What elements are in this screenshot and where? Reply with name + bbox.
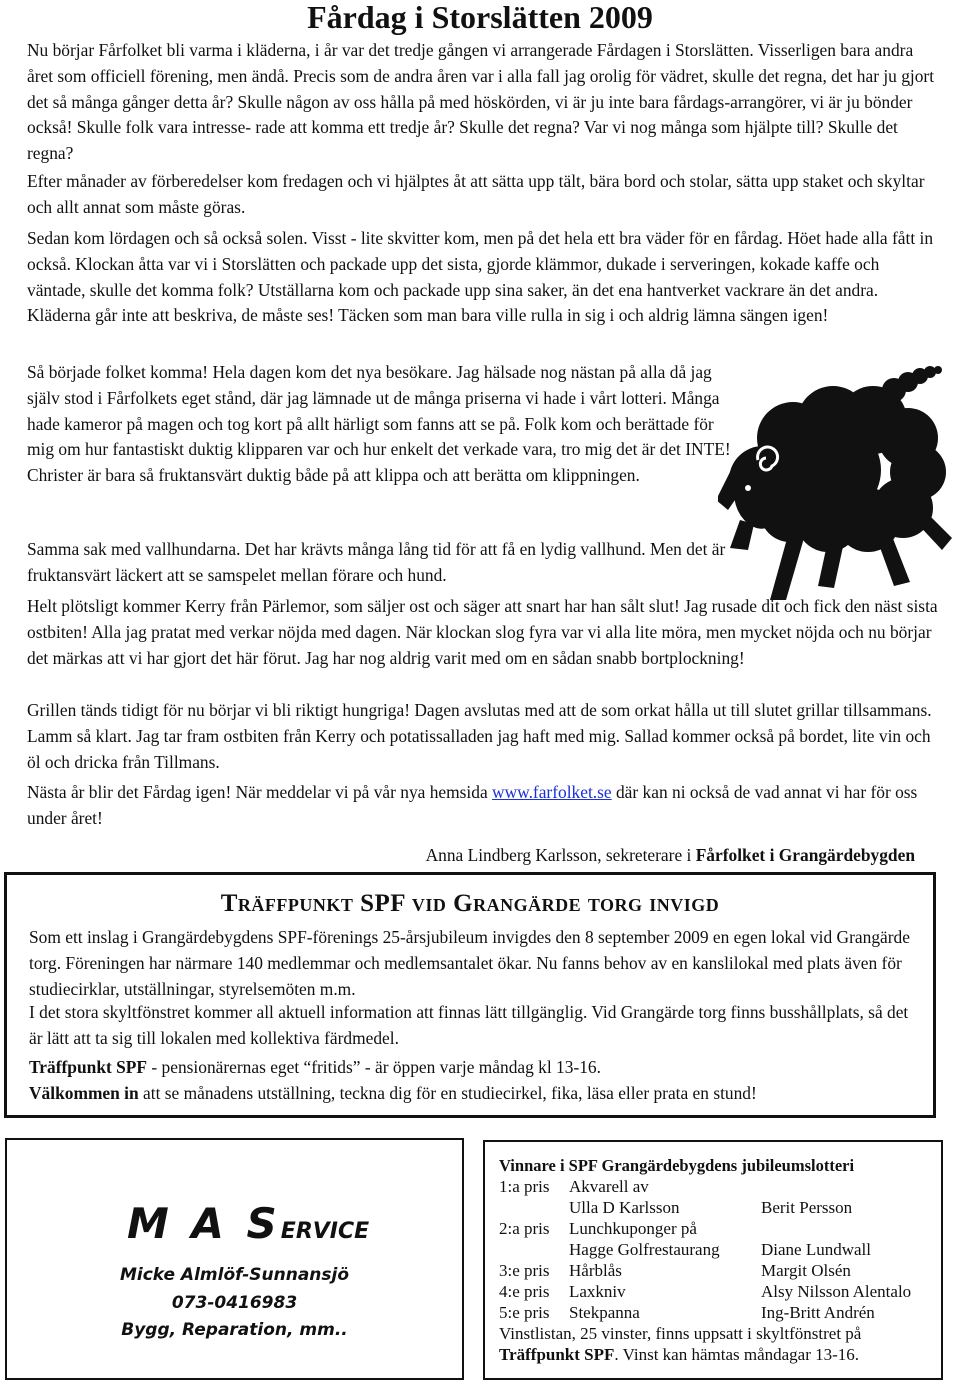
article-paragraph-2: Efter månader av förberedelser kom fredagen och vi hjälptes åt att sätta upp tält, bära bord och stolar, sätta upp staket och skyltar och allt annat som måste göras. <box>27 171 925 217</box>
article-title: Fårdag i Storslätten 2009 <box>307 0 653 35</box>
article-paragraph-1: Nu börjar Fårfolket bli varma i kläderna, i år var det tredje gången vi arrangerade Fårdagen i Storslätten. Visserligen bara andra året som officiell förening, men ändå. Precis som de andra åren var i alla fall jag orolig för vädret, skulle det regna, det har ju gjort det så många gånger detta år? Skulle någon av oss hålla på med höskörden, vi är ju inte bara fårdags-arrangörer, vi är ju bönder också! Skulle folk vara intresse- rade att komma ett tredje år? Skulle det regna? Var vi nog många som hjälpte till? Skulle det regna? <box>27 40 935 164</box>
article-signature: Anna Lindberg Karlsson, sekreterare i Fårfolket i Grangärdebygden <box>425 845 915 865</box>
article-paragraph-7: Grillen tänds tidigt för nu börjar vi bli riktigt hungriga! Dagen avslutas med att de som orkat hålla ut till slutet grillar tillsammans. Lamm så klart. Jag tar fram ostbiten från Kerry och potatissalladen jag haft med mig. Sallad kommer också på bordet, lite vin och öl och dricka från Tillmans. <box>27 700 932 772</box>
spf-paragraph-4: Välkommen in att se månadens utställning, teckna dig för en studiecirkel, fika, läsa eller prata en stund! <box>29 1083 757 1103</box>
article-paragraph-8: Nästa år blir det Fårdag igen! När meddelar vi på vår nya hemsida www.farfolket.se där kan ni också de vad annat vi har för oss under året! <box>27 782 918 828</box>
spf-news-box <box>4 872 936 1118</box>
spf-heading: Träffpunkt SPF vid Grangärde torg invigd <box>220 890 720 917</box>
mas-service-ad <box>5 1138 464 1380</box>
spf-paragraph-1: Som ett inslag i Grangärdebygdens SPF-förenings 25-årsjubileum invigdes den 8 september 2009 en egen lokal vid Grangärde torg. Föreningen har närmare 140 medlemmar och medlemsantalet ökar. Nu fanns behov av en kanslilokal med plats även för studiecirklar, utställningar, styrelsemöten m.m. <box>29 927 910 999</box>
spf-paragraph-2: I det stora skyltfönstret kommer all aktuell information att finnas lätt tillgänglig. Vid Grangärde torg finns busshållplats, så det är lätt att ta sig till lokalen med kollektiva färdmedel. <box>29 1002 909 1048</box>
signature-organization: Fårfolket i Grangärdebygden <box>695 845 915 865</box>
lottery-winners-box: Vinnare i SPF Grangärdebygdens jubileumslotteri 1:a pris Akvarell av Ulla D Karlsson Berit Persson 2:a pris Lunchkuponger på Hagge Golfrestaurang Diane Lundwall 3:e pris Hårblås Margit Olsén 4:e pris Laxkniv Alsy Nilsson Alentalo 5:e pris Stekpanna Ing-Britt Andrén Vinstlistan, 25 vinster, finns uppsatt i skyltfönstret på Träffpunkt SPF. Vinst kan hämtas måndagar 13-16. <box>483 1140 943 1380</box>
sheep-illustration <box>718 360 954 600</box>
article-paragraph-6: Helt plötsligt kommer Kerry från Pärlemor, som säljer ost och säger att snart har han sålt slut! Jag rusade dit och fick den näst sista ostbiten! Alla jag pratat med verkar nöjda med dagen. När klockan slog fyra var vi alla lite möra, men mycket nöjda och nu börjar det märkas att vi har gjort det här förut. Jag har nog aldrig varit med om en sådan snabb bortplockning! <box>27 596 938 668</box>
ad-title: M A SERVICE <box>127 1199 370 1248</box>
article-paragraph-5: Samma sak med vallhundarna. Det har krävts många lång tid för att få en lydig vallhund. Men det är fruktansvärt läckert att se samspelet mellan förare och hund. <box>27 539 726 585</box>
article-paragraph-3: Sedan kom lördagen och så också solen. Visst - lite skvitter kom, men på det hela ett bra väder för en fårdag. Höet hade alla fått in också. Klockan åtta var vi i Storslätten och packade upp det sista, gjorde klämmor, dukade i serveringen, kokade kaffe och väntade, skulle det komma folk? Utställarna kom och packade upp sina saker, än det ena hantverket vackrare än det andra. Kläderna går inte att beskriva, de måste ses! Täcken som man bara ville rulla in sig i och aldrig lämna sängen igen! <box>27 228 934 326</box>
lottery-footnote-2: Träffpunkt SPF. Vinst kan hämtas måndagar 13-16. <box>499 1345 860 1364</box>
ad-services: Bygg, Reparation, mm.. <box>121 1320 348 1340</box>
article-paragraph-4: Så började folket komma! Hela dagen kom det nya besökare. Jag hälsade nog nästan på alla då jag själv stod i Fårfolkets eget stånd, där jag lämnade ut de många priserna vi hade i vårt lotteri. Många hade kameror på magen och tog kort på allt härligt som fanns att se på. Folk kom och berättade för mig om hur fantastiskt duktig klipparen var och hur enkelt det verkade vara, tro mig det är det INTE! Christer är bara så fruktansvärt duktig både på att klippa och att berätta om klippningen. <box>27 362 731 486</box>
website-link[interactable]: www.farfolket.se <box>492 782 612 802</box>
ad-name: Micke Almlöf-Sunnansjö <box>119 1265 350 1285</box>
lottery-title: Vinnare i SPF Grangärdebygdens jubileumslotteri <box>499 1156 855 1175</box>
lottery-footnote-1: Vinstlistan, 25 vinster, finns uppsatt i skyltfönstret på <box>499 1324 862 1343</box>
spf-paragraph-3: Träffpunkt SPF - pensionärernas eget “fritids” - är öppen varje måndag kl 13-16. <box>29 1057 601 1077</box>
ad-phone: 073-0416983 <box>171 1293 298 1313</box>
